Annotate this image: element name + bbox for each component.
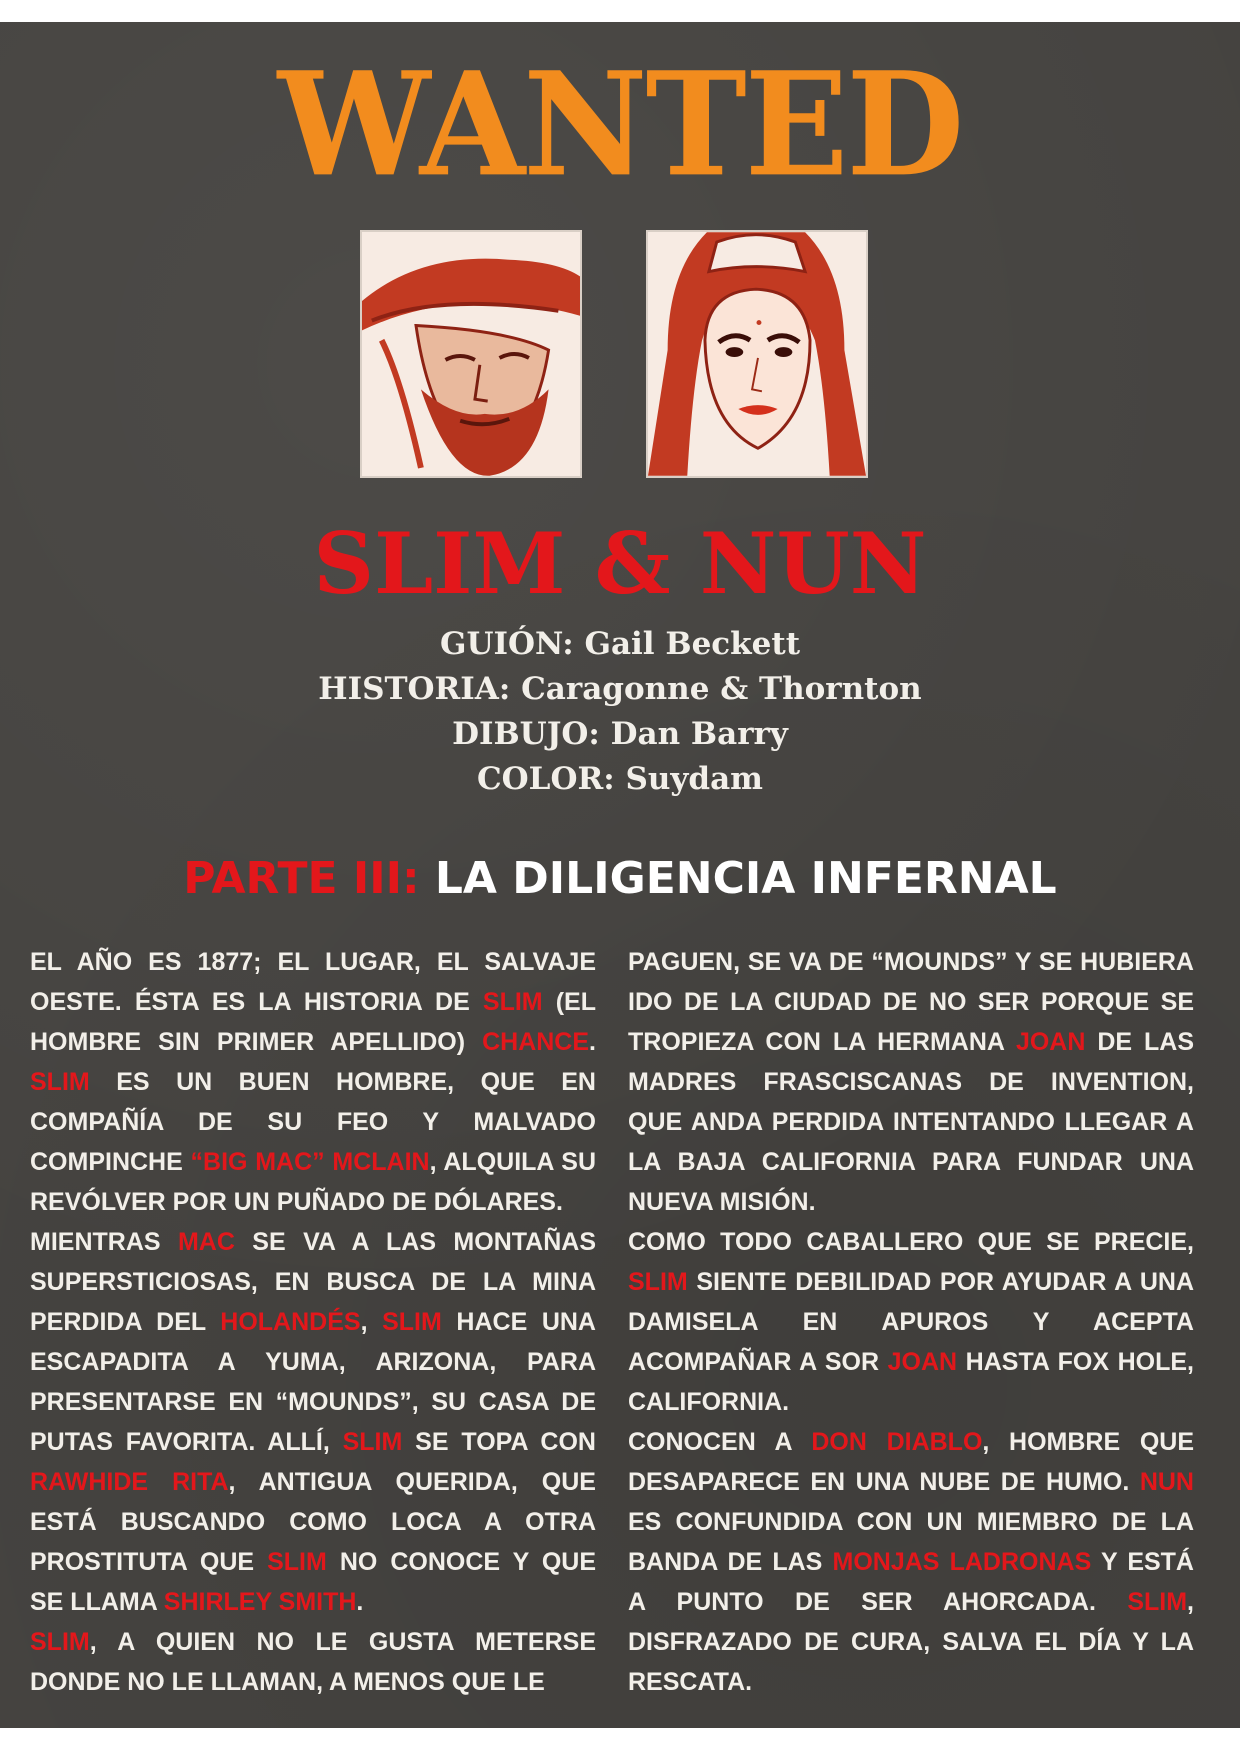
highlighted-name: SHIRLEY SMITH [163, 1588, 357, 1616]
highlighted-name: NUN [1139, 1468, 1194, 1496]
body-text: , A QUIEN NO LE GUSTA METERSE DONDE NO LE LLAMAN, A MENOS QUE LE [30, 1628, 596, 1696]
synopsis-paragraph [30, 1622, 596, 1702]
body-text: ES UN BUEN HOMBRE, QUE EN COMPAÑÍA DE SU FEO Y MALVADO COMPINCHE [30, 1068, 596, 1176]
highlighted-name: HOLANDÉS [220, 1308, 361, 1336]
body-text: . [589, 1028, 596, 1056]
highlighted-name: SLIM [382, 1308, 442, 1336]
credit-script: GUIÓN: Gail Beckett [439, 626, 801, 662]
credit-art: DIBUJO: Dan Barry [452, 716, 788, 752]
body-text: . [356, 1588, 364, 1616]
highlighted-name: SLIM [628, 1268, 688, 1296]
highlighted-name: SLIM [30, 1628, 90, 1656]
body-text: , [360, 1308, 383, 1336]
body-text: SIENTE DEBILIDAD POR AYUDAR A UNA DAMISELA EN APUROS Y ACEPTA ACOMPAÑAR A SOR [628, 1268, 1194, 1376]
part-title: LA DILIGENCIA INFERNAL [434, 853, 1057, 904]
body-text: (EL HOMBRE SIN PRIMER APELLIDO) [30, 988, 597, 1056]
credit-color: COLOR: Suydam [477, 761, 763, 797]
highlighted-name: SLIM [30, 1068, 90, 1096]
synopsis-paragraph [628, 1422, 1194, 1702]
slim-portrait-image [360, 230, 582, 478]
body-text: , ALQUILA SU REVÓLVER POR UN PUÑADO DE DÓLARES. [30, 1148, 597, 1216]
highlighted-name: JOAN [887, 1348, 958, 1376]
body-text: COMO TODO CABALLERO QUE SE PRECIE, [628, 1228, 1194, 1256]
body-text: PAGUEN, SE VA DE “MOUNDS” Y SE HUBIERA IDO DE LA CIUDAD DE NO SER PORQUE SE TROPIEZA CON LA HERMANA [628, 948, 1194, 1056]
synopsis-paragraph [628, 1222, 1194, 1422]
body-text: SE VA A LAS MONTAÑAS SUPERSTICIOSAS, EN BUSCA DE LA MINA PERDIDA DEL [30, 1228, 596, 1336]
cowboy-face-illustration [362, 232, 580, 476]
part-label: PARTE III: [183, 853, 420, 904]
body-text: EL AÑO ES 1877; EL LUGAR, EL SALVAJE OESTE. ÉSTA ES LA HISTORIA DE [30, 948, 596, 1016]
highlighted-name: “BIG MAC” MCLAIN [190, 1148, 430, 1176]
body-text: , HOMBRE QUE DESAPARECE EN UNA NUBE DE HUMO. [628, 1428, 1194, 1496]
wanted-poster [0, 22, 1240, 1728]
credit-story: HISTORIA: Caragonne & Thornton [318, 671, 922, 707]
synopsis-paragraph [30, 1222, 596, 1622]
synopsis-paragraph [30, 942, 596, 1222]
series-title: SLIM & NUN [313, 514, 927, 613]
body-text: MIENTRAS [30, 1228, 178, 1256]
highlighted-name: DON DIABLO [811, 1428, 983, 1456]
body-text: Y ESTÁ A PUNTO DE SER AHORCADA. [628, 1548, 1194, 1616]
body-text: HASTA FOX HOLE, CALIFORNIA. [628, 1348, 1194, 1416]
highlighted-name: MONJAS LADRONAS [832, 1548, 1092, 1576]
body-text: CONOCEN A [628, 1428, 812, 1456]
highlighted-name: SLIM [267, 1548, 327, 1576]
body-text: SE TOPA CON [402, 1428, 596, 1456]
body-text: NO CONOCE Y QUE SE LLAMA [30, 1548, 596, 1616]
highlighted-name: SLIM [1127, 1588, 1188, 1616]
synopsis-paragraph [628, 942, 1194, 1222]
part-heading [0, 852, 1240, 906]
wanted-heading: WANTED [277, 41, 963, 209]
highlighted-name: JOAN [1015, 1028, 1086, 1056]
highlighted-name: SLIM [342, 1428, 403, 1456]
highlighted-name: RAWHIDE RITA [30, 1468, 229, 1496]
highlighted-name: CHANCE [482, 1028, 590, 1056]
body-text: , ANTIGUA QUERIDA, QUE ESTÁ BUSCANDO COMO LOCA A OTRA PROSTITUTA QUE [30, 1468, 596, 1576]
nun-face-illustration [648, 232, 866, 476]
synopsis-column-left [30, 942, 596, 1702]
highlighted-name: SLIM [482, 988, 543, 1016]
body-text: ES CONFUNDIDA CON UN MIEMBRO DE LA BANDA DE LAS [628, 1508, 1194, 1576]
body-text: , DISFRAZADO DE CURA, SALVA EL DÍA Y LA RESCATA. [628, 1588, 1194, 1696]
credits-block [0, 622, 1240, 802]
nun-portrait-image [646, 230, 868, 478]
synopsis-column-right [628, 942, 1194, 1702]
body-text: DE LAS MADRES FRASCISCANAS DE INVENTION, QUE ANDA PERDIDA INTENTANDO LLEGAR A LA BAJA CALIFORNIA PARA FUNDAR UNA NUEVA MISIÓN. [628, 1028, 1194, 1216]
body-text: HACE UNA ESCAPADITA A YUMA, ARIZONA, PARA PRESENTARSE EN “MOUNDS”, SU CASA DE PUTAS FAVORITA. ALLÍ, [30, 1308, 596, 1456]
highlighted-name: MAC [177, 1228, 235, 1256]
